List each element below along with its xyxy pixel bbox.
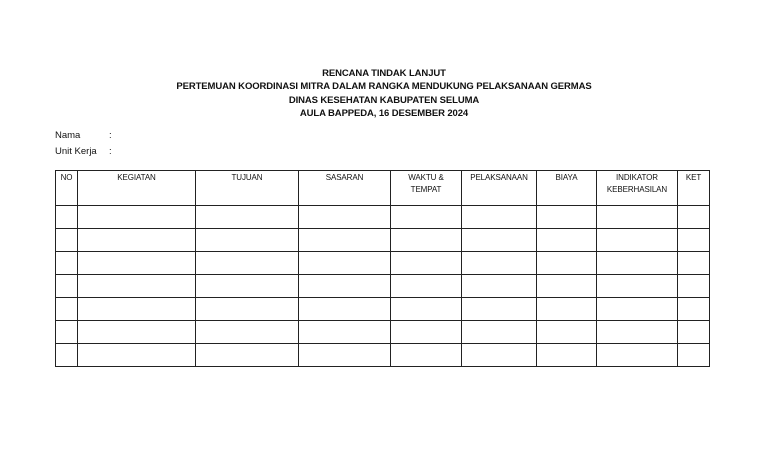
column-header-label: KEGIATAN — [117, 173, 156, 182]
table-cell — [678, 229, 710, 252]
table-cell — [391, 229, 462, 252]
table-cell — [462, 206, 537, 229]
column-header — [597, 171, 678, 206]
table-cell — [78, 344, 196, 367]
table-row — [56, 206, 710, 229]
table-cell — [678, 344, 710, 367]
table-cell — [678, 206, 710, 229]
table-cell — [196, 206, 299, 229]
venue-date: AULA BAPPEDA, 16 DESEMBER 2024 — [299, 107, 469, 119]
table-row — [56, 298, 710, 321]
field-colon: : — [109, 146, 112, 157]
table-cell — [597, 229, 678, 252]
table-cell — [391, 252, 462, 275]
table-cell — [391, 344, 462, 367]
table-cell — [299, 321, 391, 344]
field-unit-kerja — [55, 144, 119, 160]
table-cell — [597, 344, 678, 367]
action-plan-table — [55, 170, 710, 367]
table-cell — [597, 275, 678, 298]
table-cell — [299, 206, 391, 229]
table-cell — [56, 275, 78, 298]
column-header — [678, 171, 710, 206]
table-cell — [597, 298, 678, 321]
table-cell — [299, 344, 391, 367]
table-row — [56, 275, 710, 298]
table-cell — [678, 298, 710, 321]
table-cell — [299, 229, 391, 252]
column-header-label: NO — [60, 173, 73, 182]
field-colon: : — [109, 130, 112, 141]
table-cell — [537, 344, 597, 367]
column-header-label: TUJUAN — [231, 173, 263, 182]
table-cell — [597, 206, 678, 229]
table-cell — [597, 321, 678, 344]
table-cell — [196, 344, 299, 367]
table-cell — [391, 206, 462, 229]
column-header-label: INDIKATOR — [616, 173, 658, 182]
table-cell — [462, 275, 537, 298]
table-cell — [462, 252, 537, 275]
table-row — [56, 321, 710, 344]
table-cell — [299, 275, 391, 298]
table-cell — [196, 252, 299, 275]
table-cell — [78, 298, 196, 321]
table-cell — [462, 298, 537, 321]
table-cell — [196, 229, 299, 252]
column-header-label: PELAKSANAAN — [470, 173, 528, 182]
column-header-label: BIAYA — [555, 173, 578, 182]
column-header — [299, 171, 391, 206]
table-cell — [78, 321, 196, 344]
column-header — [56, 171, 78, 206]
table-cell — [78, 275, 196, 298]
column-header-label-line2: KEBERHASILAN — [606, 185, 668, 194]
table-cell — [56, 344, 78, 367]
column-header-label: SASARAN — [325, 173, 364, 182]
table-cell — [462, 344, 537, 367]
column-header — [196, 171, 299, 206]
table-cell — [78, 206, 196, 229]
table-cell — [537, 298, 597, 321]
column-header-label: WAKTU & — [408, 173, 444, 182]
table-cell — [299, 298, 391, 321]
organizer-name: DINAS KESEHATAN KABUPATEN SELUMA — [288, 94, 480, 106]
document-header — [0, 67, 768, 120]
table-cell — [537, 275, 597, 298]
table-cell — [537, 321, 597, 344]
table-cell — [537, 252, 597, 275]
table-cell — [196, 321, 299, 344]
table-cell — [597, 252, 678, 275]
field-nama — [55, 128, 119, 144]
event-title: PERTEMUAN KOORDINASI MITRA DALAM RANGKA MENDUKUNG PELAKSANAAN GERMAS — [176, 81, 592, 93]
table-cell — [78, 252, 196, 275]
table-cell — [56, 252, 78, 275]
column-header-label-line2: TEMPAT — [410, 185, 442, 194]
table-cell — [462, 229, 537, 252]
column-header — [462, 171, 537, 206]
column-header — [537, 171, 597, 206]
table-cell — [78, 229, 196, 252]
table-cell — [56, 298, 78, 321]
table-cell — [196, 298, 299, 321]
table-cell — [56, 206, 78, 229]
table-body — [56, 206, 710, 367]
table-cell — [462, 321, 537, 344]
table-cell — [537, 229, 597, 252]
field-label: Nama — [55, 130, 81, 141]
table-cell — [391, 275, 462, 298]
table-header-row — [56, 171, 710, 206]
table-cell — [391, 321, 462, 344]
table-cell — [537, 206, 597, 229]
table-cell — [678, 321, 710, 344]
field-label: Unit Kerja — [55, 146, 97, 157]
document-title: RENCANA TINDAK LANJUT — [322, 68, 446, 79]
column-header — [391, 171, 462, 206]
table-cell — [391, 298, 462, 321]
table-cell — [299, 252, 391, 275]
table-row — [56, 344, 710, 367]
identity-fields — [55, 128, 119, 160]
table-cell — [678, 275, 710, 298]
table-row — [56, 229, 710, 252]
table-cell — [678, 252, 710, 275]
table-cell — [56, 229, 78, 252]
table-cell — [56, 321, 78, 344]
table-row — [56, 252, 710, 275]
column-header-label: KET — [685, 173, 702, 182]
table-cell — [196, 275, 299, 298]
column-header — [78, 171, 196, 206]
